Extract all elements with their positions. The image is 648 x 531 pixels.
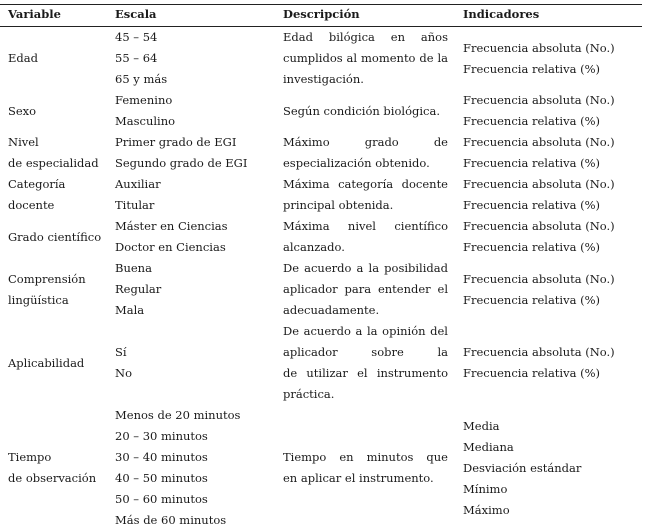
descripcion-line: aplicador sobre la bbox=[283, 345, 448, 359]
escala-line: Masculino bbox=[115, 114, 176, 128]
descripcion-line: adecuadamente. bbox=[283, 303, 380, 317]
header-variable: Variable bbox=[8, 7, 61, 21]
indicadores-line: Frecuencia relativa (%) bbox=[463, 240, 601, 254]
escala-line: 65 y más bbox=[115, 72, 168, 86]
indicadores-line: Frecuencia absoluta (No.) bbox=[463, 135, 615, 149]
cell-variable bbox=[8, 27, 113, 90]
cell-indicadores bbox=[463, 27, 643, 90]
variable-line: docente bbox=[8, 198, 55, 212]
cell-variable bbox=[8, 405, 113, 531]
indicadores-line: Frecuencia absoluta (No.) bbox=[463, 93, 615, 107]
indicadores-line: Mediana bbox=[463, 439, 514, 454]
table-row bbox=[0, 90, 642, 132]
indicadores-line: Frecuencia relativa (%) bbox=[463, 292, 601, 307]
variable-line: de observación bbox=[8, 471, 97, 485]
descripcion-line: Máxima nivel científico bbox=[283, 219, 448, 233]
indicadores-line: Frecuencia absoluta (No.) bbox=[463, 219, 615, 233]
table-header bbox=[0, 4, 642, 26]
descripcion-line: especialización obtenido. bbox=[283, 156, 430, 170]
escala-line: No bbox=[115, 366, 132, 380]
descripcion-line: de utilizar el instrumento bbox=[283, 366, 448, 380]
escala-line: 45 – 54 bbox=[115, 30, 158, 44]
indicadores-line: Frecuencia absoluta (No.) bbox=[463, 177, 615, 191]
escala-line: Máster en Ciencias bbox=[115, 219, 228, 233]
variable-line: Grado científico bbox=[8, 229, 102, 244]
variable-line: Sexo bbox=[8, 103, 37, 118]
cell-indicadores bbox=[463, 258, 643, 321]
escala-line: Buena bbox=[115, 261, 152, 275]
cell-variable bbox=[8, 216, 113, 258]
descripcion-line: aplicador para entender el bbox=[283, 282, 448, 296]
cell-descripcion bbox=[283, 132, 448, 174]
descripcion-line: De acuerdo a la posibilidad bbox=[283, 261, 448, 275]
descripcion-line: cumplidos al momento de la bbox=[283, 51, 448, 65]
indicadores-line: Desviación estándar bbox=[463, 460, 582, 475]
descripcion-line: Máximo grado de bbox=[283, 135, 448, 149]
descripcion-line: práctica. bbox=[283, 387, 335, 401]
variable-line: Comprensión bbox=[8, 271, 86, 286]
cell-variable bbox=[8, 174, 113, 216]
cell-descripcion bbox=[283, 405, 448, 531]
cell-indicadores bbox=[463, 321, 643, 405]
cell-variable bbox=[8, 321, 113, 405]
escala-line: Femenino bbox=[115, 93, 173, 107]
variable-line: lingüística bbox=[8, 292, 69, 307]
indicadores-line: Frecuencia relativa (%) bbox=[463, 61, 601, 76]
escala-line: Auxiliar bbox=[115, 177, 161, 191]
escala-line: 55 – 64 bbox=[115, 51, 158, 65]
escala-line: Regular bbox=[115, 282, 162, 296]
descripcion-line: Máxima categoría docente bbox=[283, 177, 448, 191]
cell-descripcion bbox=[283, 27, 448, 90]
cell-variable bbox=[8, 90, 113, 132]
cell-escala bbox=[115, 216, 280, 258]
descripcion-line: investigación. bbox=[283, 72, 364, 86]
indicadores-line: Frecuencia absoluta (No.) bbox=[463, 345, 615, 359]
table-row bbox=[0, 132, 642, 174]
descripcion-line: Tiempo en minutos que bbox=[283, 450, 448, 464]
table-row bbox=[0, 174, 642, 216]
indicadores-line: Media bbox=[463, 418, 500, 433]
table-row bbox=[0, 258, 642, 321]
escala-line: Primer grado de EGI bbox=[115, 135, 237, 149]
escala-line: Segundo grado de EGI bbox=[115, 156, 248, 170]
escala-line: Sí bbox=[115, 345, 127, 359]
indicadores-line: Frecuencia absoluta (No.) bbox=[463, 40, 615, 55]
indicadores-line: Frecuencia relativa (%) bbox=[463, 156, 601, 170]
cell-indicadores bbox=[463, 174, 643, 216]
cell-indicadores bbox=[463, 132, 643, 174]
table-row bbox=[0, 321, 642, 405]
cell-escala bbox=[115, 132, 280, 174]
descripcion-line: principal obtenida. bbox=[283, 198, 394, 212]
escala-line: 40 – 50 minutos bbox=[115, 471, 208, 485]
header-indicadores: Indicadores bbox=[463, 7, 540, 21]
escala-line: 30 – 40 minutos bbox=[115, 450, 208, 464]
header-escala: Escala bbox=[115, 7, 157, 21]
variable-line: de especialidad bbox=[8, 156, 99, 170]
cell-escala bbox=[115, 27, 280, 90]
indicadores-line: Frecuencia relativa (%) bbox=[463, 366, 601, 380]
cell-escala bbox=[115, 405, 280, 531]
indicadores-line: Frecuencia relativa (%) bbox=[463, 198, 601, 212]
table-row bbox=[0, 27, 642, 90]
header-descripcion: Descripción bbox=[283, 7, 360, 21]
variable-line: Aplicabilidad bbox=[8, 355, 85, 370]
indicadores-line: Frecuencia absoluta (No.) bbox=[463, 271, 615, 286]
escala-line: Menos de 20 minutos bbox=[115, 408, 241, 422]
variable-line: Nivel bbox=[8, 135, 39, 149]
descripcion-line: De acuerdo a la opinión del bbox=[283, 324, 448, 338]
table-row bbox=[0, 405, 642, 531]
variable-line: Edad bbox=[8, 51, 38, 65]
escala-line: 50 – 60 minutos bbox=[115, 492, 208, 506]
indicadores-line: Máximo bbox=[463, 502, 510, 517]
cell-indicadores bbox=[463, 405, 643, 531]
cell-escala bbox=[115, 90, 280, 132]
escala-line: 20 – 30 minutos bbox=[115, 429, 208, 443]
cell-escala bbox=[115, 174, 280, 216]
cell-descripcion bbox=[283, 174, 448, 216]
table-row bbox=[0, 216, 642, 258]
escala-line: Doctor en Ciencias bbox=[115, 240, 226, 254]
cell-escala bbox=[115, 321, 280, 405]
cell-variable bbox=[8, 132, 113, 174]
descripcion-line: en aplicar el instrumento. bbox=[283, 471, 434, 485]
variable-line: Tiempo bbox=[8, 450, 52, 464]
cell-indicadores bbox=[463, 216, 643, 258]
descripcion-line: Según condición biológica. bbox=[283, 103, 440, 118]
cell-descripcion bbox=[283, 216, 448, 258]
cell-descripcion bbox=[283, 321, 448, 405]
indicadores-line: Frecuencia relativa (%) bbox=[463, 114, 601, 128]
variable-line: Categoría bbox=[8, 177, 66, 191]
escala-line: Titular bbox=[115, 198, 155, 212]
descripcion-line: alcanzado. bbox=[283, 240, 345, 254]
cell-descripcion bbox=[283, 258, 448, 321]
cell-variable bbox=[8, 258, 113, 321]
cell-escala bbox=[115, 258, 280, 321]
escala-line: Más de 60 minutos bbox=[115, 513, 227, 527]
escala-line: Mala bbox=[115, 303, 145, 317]
descripcion-line: Edad bilógica en años bbox=[283, 30, 448, 44]
indicadores-line: Mínimo bbox=[463, 481, 508, 496]
cell-descripcion bbox=[283, 90, 448, 132]
cell-indicadores bbox=[463, 90, 643, 132]
